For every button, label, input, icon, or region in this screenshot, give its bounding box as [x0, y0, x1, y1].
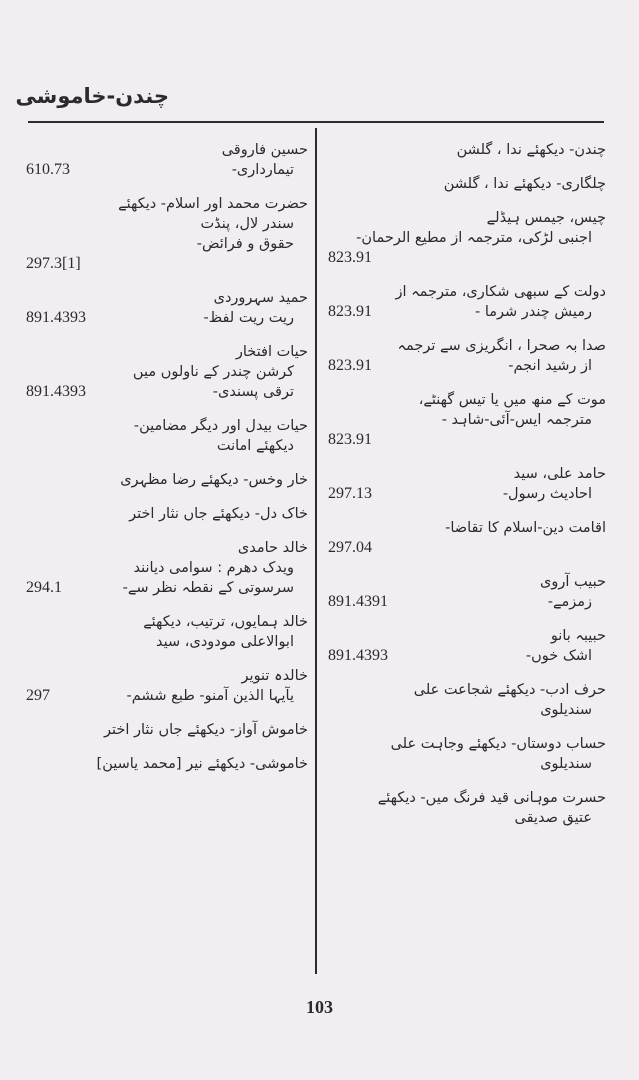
- catalog-entry: [26, 470, 308, 490]
- entry-line: [328, 626, 606, 646]
- entry-line: [328, 572, 606, 592]
- entry-line: [328, 410, 606, 430]
- entry-line: [26, 342, 308, 362]
- entry-line: [26, 194, 308, 214]
- left-column: [26, 140, 308, 788]
- entry-line: [328, 808, 606, 828]
- catalog-entry: [26, 416, 308, 456]
- entry-line: [26, 416, 308, 436]
- catalog-entry: [328, 336, 606, 376]
- catalog-entry: [26, 342, 308, 402]
- entry-line: [26, 632, 308, 652]
- page-number: 103: [306, 997, 333, 1017]
- entry-text: خالدہ تنویر: [241, 668, 308, 684]
- entry-text: حیات بیدل اور دیگر مضامین-: [133, 418, 308, 434]
- entry-line: [328, 336, 606, 356]
- entry-line: [328, 538, 606, 558]
- entry-text: چلگاری- دیکھئے ندا ، گلشن: [443, 176, 606, 192]
- catalog-entry: [328, 140, 606, 160]
- classification-number: 823.91: [328, 357, 372, 374]
- entry-line: [328, 646, 606, 666]
- entry-line: [328, 788, 606, 808]
- entry-text: ویدک دھرم : سوامی دیانند: [133, 560, 294, 576]
- catalog-entry: [26, 504, 308, 524]
- catalog-entry: [26, 140, 308, 180]
- classification-number: 297.13: [328, 485, 372, 502]
- entry-line: [26, 140, 308, 160]
- catalog-entry: [26, 538, 308, 598]
- entry-line: [26, 686, 308, 706]
- entry-line: [26, 470, 308, 490]
- entry-line: [328, 430, 606, 450]
- entry-text: حسرت موہانی قید فرنگ میں- دیکھئے: [377, 790, 606, 806]
- catalog-entry: [328, 464, 606, 504]
- classification-number: 823.91: [328, 249, 372, 266]
- entry-text: حامد علی، سید: [513, 466, 606, 482]
- entry-line: [328, 484, 606, 504]
- entry-line: [328, 248, 606, 268]
- entry-text: یآیہا الذین آمنو- طبع ششم-: [126, 688, 294, 704]
- catalog-entry: [26, 194, 308, 274]
- entry-text: خاموش آواز- دیکھئے جاں نثار اختر: [104, 722, 308, 738]
- entry-line: [328, 228, 606, 248]
- entry-line: [26, 538, 308, 558]
- catalog-entry: [26, 720, 308, 740]
- entry-line: [328, 592, 606, 612]
- entry-line: [328, 464, 606, 484]
- classification-number: 891.4393: [26, 309, 86, 326]
- entry-text: دیکھئے امانت: [216, 438, 294, 454]
- catalog-entry: [328, 174, 606, 194]
- entry-text: چندن- دیکھئے ندا ، گلشن: [456, 142, 606, 158]
- classification-number: 823.91: [328, 431, 372, 448]
- entry-line: [26, 234, 308, 254]
- page-header-title: چندن-خاموشی: [15, 84, 169, 108]
- entry-text: صدا بہ صحرا ، انگریزی سے ترجمہ: [397, 338, 606, 354]
- entry-line: [26, 720, 308, 740]
- catalog-entry: [26, 754, 308, 774]
- entry-text: حیات افتخار: [235, 344, 308, 360]
- entry-text: خاموشی- دیکھئے نیر [محمد یاسین]: [96, 756, 308, 772]
- classification-number: 610.73: [26, 161, 70, 178]
- entry-line: [328, 680, 606, 700]
- catalog-entry: [328, 518, 606, 558]
- entry-text: خالد حامدی: [237, 540, 308, 556]
- entry-text: اقامت دین-اسلام کا تقاضا-: [445, 520, 606, 536]
- entry-text: سندر لال، پنڈت: [200, 216, 294, 232]
- entry-text: چیس، جیمس ہیڈلے: [486, 210, 606, 226]
- catalog-entry: [328, 390, 606, 450]
- entry-line: [26, 308, 308, 328]
- entry-text: حبیبہ بانو: [550, 628, 606, 644]
- entry-line: [328, 282, 606, 302]
- entry-line: [328, 518, 606, 538]
- entry-text: سندیلوی: [540, 702, 592, 718]
- entry-line: [328, 734, 606, 754]
- entry-text: حمید سہروردی: [213, 290, 308, 306]
- entry-line: [26, 362, 308, 382]
- header-rule: [28, 121, 604, 123]
- entry-line: [26, 382, 308, 402]
- classification-number: 297: [26, 687, 50, 704]
- entry-line: [26, 504, 308, 524]
- entry-text: تیمارداری-: [231, 162, 294, 178]
- entry-text: از رشید انجم-: [508, 358, 592, 374]
- entry-line: [328, 302, 606, 322]
- entry-text: رمیش چندر شرما -: [475, 304, 592, 320]
- entry-text: حساب دوستاں- دیکھئے وجاہت علی: [390, 736, 606, 752]
- entry-line: [26, 612, 308, 632]
- entry-line: [26, 436, 308, 456]
- entry-line: [26, 578, 308, 598]
- entry-text: ریت ریت لفظ-: [203, 310, 294, 326]
- entry-text: حضرت محمد اور اسلام- دیکھئے: [118, 196, 308, 212]
- entry-text: ترقی پسندی-: [212, 384, 294, 400]
- entry-text: سرسوتی کے نقطہ نظر سے-: [122, 580, 294, 596]
- entry-text: اجنبی لڑکی، مترجمہ از مطیع الرحمان-: [356, 230, 592, 246]
- classification-number: 891.4393: [328, 647, 388, 664]
- entry-line: [328, 754, 606, 774]
- catalog-entry: [328, 282, 606, 322]
- entry-line: [26, 666, 308, 686]
- entry-text: خالد ہمایوں، ترتیب، دیکھئے: [143, 614, 308, 630]
- entry-line: [26, 160, 308, 180]
- entry-text: موت کے منھ میں یا تیس گھنٹے،: [418, 392, 606, 408]
- right-column: [328, 140, 606, 842]
- entry-text: حرف ادب- دیکھئے شجاعت علی: [413, 682, 606, 698]
- entry-text: خار وخس- دیکھئے رضا مظہری: [120, 472, 308, 488]
- catalog-entry: [26, 612, 308, 652]
- entry-text: کرشن چندر کے ناولوں میں: [132, 364, 294, 380]
- entry-line: [328, 700, 606, 720]
- entry-text: حقوق و فرائض-: [196, 236, 294, 252]
- classification-number: 294.1: [26, 579, 62, 596]
- entry-line: [328, 390, 606, 410]
- entry-text: دولت کے سبھی شکاری، مترجمہ از: [395, 284, 606, 300]
- entry-line: [26, 558, 308, 578]
- entry-line: [328, 208, 606, 228]
- entry-line: [328, 356, 606, 376]
- entry-line: [26, 214, 308, 234]
- catalog-entry: [328, 788, 606, 828]
- entry-line: [26, 754, 308, 774]
- entry-text: مترجمہ ایس-آئی-شاہد -: [441, 412, 592, 428]
- catalog-entry: [328, 680, 606, 720]
- classification-number: 297.3[1]: [26, 255, 81, 272]
- catalog-entry: [26, 288, 308, 328]
- catalog-entry: [328, 572, 606, 612]
- catalog-entry: [328, 626, 606, 666]
- catalog-entry: [328, 208, 606, 268]
- entry-line: [26, 254, 308, 274]
- catalog-entry: [26, 666, 308, 706]
- entry-line: [26, 288, 308, 308]
- entry-line: [328, 174, 606, 194]
- entry-text: ابوالاعلی مودودی، سید: [156, 634, 294, 650]
- classification-number: 823.91: [328, 303, 372, 320]
- entry-text: اشک خوں-: [525, 648, 592, 664]
- entry-text: احادیث رسول-: [502, 486, 592, 502]
- column-divider: [315, 128, 317, 974]
- entry-text: حسین فاروقی: [221, 142, 308, 158]
- classification-number: 297.04: [328, 539, 372, 556]
- entry-line: [328, 140, 606, 160]
- classification-number: 891.4393: [26, 383, 86, 400]
- entry-text: عتیق صدیقی: [514, 810, 592, 826]
- catalog-entry: [328, 734, 606, 774]
- entry-text: سندیلوی: [540, 756, 592, 772]
- classification-number: 891.4391: [328, 593, 388, 610]
- entry-text: خاک دل- دیکھئے جاں نثار اختر: [129, 506, 308, 522]
- entry-text: زمزمے-: [547, 594, 592, 610]
- entry-text: حبیب آروی: [540, 574, 606, 590]
